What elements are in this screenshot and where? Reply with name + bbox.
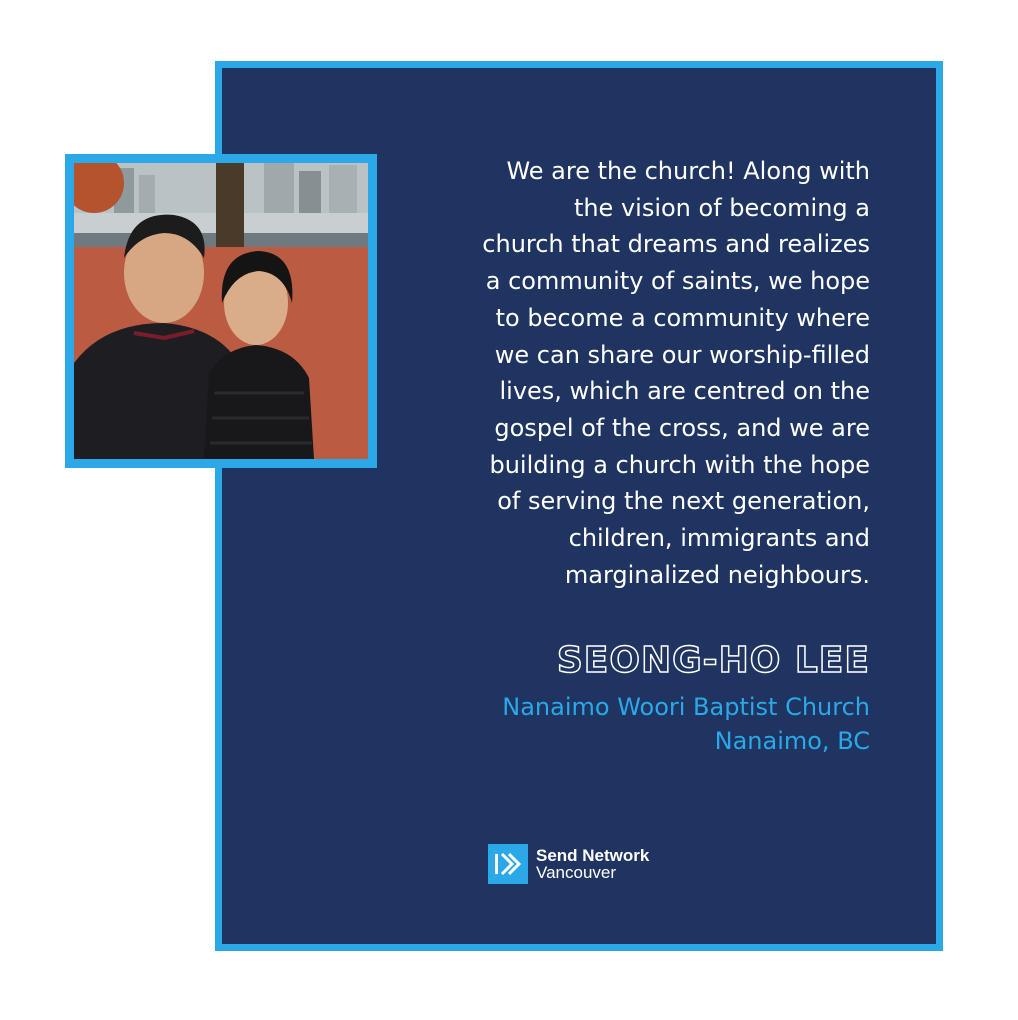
logo-line1: Send Network bbox=[536, 846, 650, 865]
testimonial-quote: We are the church! Along with the vision of becoming a church that dreams and realizes a community of saints, we hope to become a community where we can share our worship-filled lives, which are centred on the gospel of the cross, and we are building a church with the hope of serving the next generation, children, immigrants and marginalized neighbours. bbox=[482, 157, 870, 589]
logo-line2: Vancouver bbox=[536, 863, 617, 882]
photo-frame bbox=[65, 154, 377, 468]
send-network-logo bbox=[488, 843, 649, 885]
church-info bbox=[420, 690, 870, 758]
person-name: SEONG-HO LEE bbox=[556, 640, 870, 681]
portrait-illustration bbox=[74, 163, 368, 459]
church-location: Nanaimo, BC bbox=[714, 727, 870, 755]
send-network-chevron-icon bbox=[488, 844, 528, 884]
portrait-photo bbox=[74, 163, 368, 459]
church-name: Nanaimo Woori Baptist Church bbox=[502, 693, 870, 721]
logo-text bbox=[536, 847, 649, 881]
